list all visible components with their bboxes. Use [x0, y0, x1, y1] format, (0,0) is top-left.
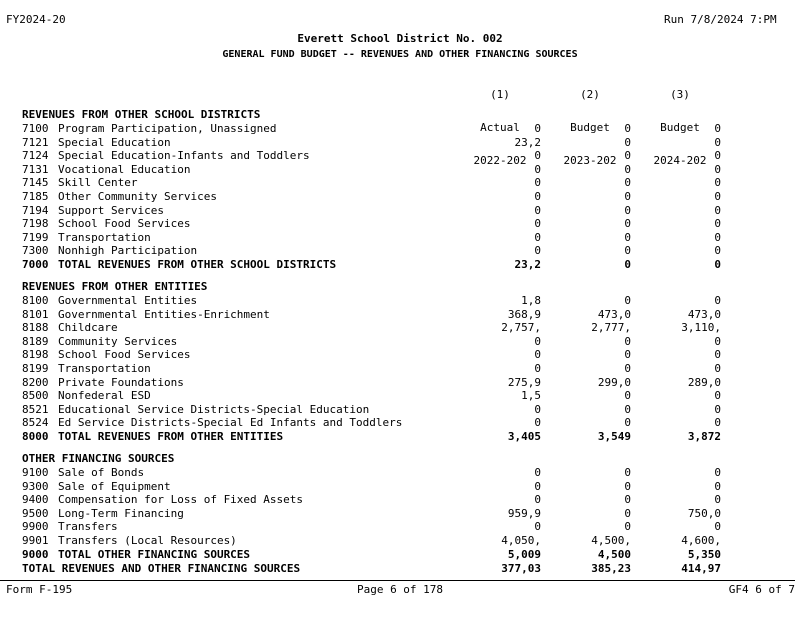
account-description: Governmental Entities-Enrichment	[58, 307, 270, 321]
value-budget-current: 0	[624, 230, 631, 244]
value-actual: 0	[534, 466, 541, 479]
value-actual: 23,2	[514, 258, 541, 271]
value-budget-current: 0	[624, 334, 631, 348]
value-budget-current: 0	[624, 217, 631, 231]
account-code: 7124	[22, 149, 49, 163]
col2-label: Budget	[570, 121, 610, 134]
table-row	[0, 389, 800, 402]
value-actual: 0	[534, 203, 541, 217]
value-budget-current: 0	[624, 348, 631, 362]
value-budget-next: 0	[714, 520, 721, 534]
account-code: 7100	[22, 122, 49, 135]
value-budget-next: 0	[714, 135, 721, 149]
value-budget-next: 0	[714, 244, 721, 258]
value-budget-next: 0	[714, 230, 721, 244]
value-actual: 275,9	[507, 375, 541, 389]
value-actual: 0	[534, 348, 541, 362]
account-code: 9900	[22, 520, 49, 534]
account-code: 7194	[22, 203, 49, 217]
account-description: Special Education	[58, 135, 171, 149]
value-budget-current: 299,0	[597, 375, 631, 389]
page-number: Page 6 of 178	[356, 583, 444, 596]
account-code: 9300	[22, 479, 49, 493]
value-budget-next: 0	[714, 334, 721, 348]
account-description: Childcare	[58, 321, 118, 335]
value-actual: 1,5	[521, 389, 541, 403]
account-description: Program Participation, Unassigned	[58, 122, 277, 135]
value-budget-current: 0	[624, 135, 631, 149]
footer-rule	[0, 580, 795, 581]
col2-years: 2023-202	[563, 154, 617, 167]
table-row	[0, 231, 800, 244]
account-description: Sale of Equipment	[58, 479, 171, 493]
value-budget-current: 0	[624, 402, 631, 416]
value-budget-current: 0	[624, 203, 631, 217]
account-code: 7121	[22, 135, 49, 149]
value-budget-next: 5,350	[687, 547, 721, 561]
table-row	[0, 520, 800, 533]
account-description: Nonfederal ESD	[58, 389, 151, 403]
account-code: 8199	[22, 362, 49, 375]
value-budget-next: 289,0	[687, 375, 721, 389]
account-code: 7185	[22, 190, 49, 203]
account-description: School Food Services	[58, 348, 191, 362]
account-code: 8198	[22, 348, 49, 362]
value-budget-current: 4,500	[597, 547, 631, 561]
value-budget-current: 0	[624, 258, 631, 271]
account-description: Transportation	[58, 230, 151, 244]
value-actual: 0	[534, 217, 541, 231]
section-title: REVENUES FROM OTHER SCHOOL DISTRICTS	[22, 108, 261, 121]
account-description: Special Education-Infants and Toddlers	[58, 149, 310, 163]
fiscal-year: FY2024-20	[6, 13, 66, 26]
value-budget-next: 0	[714, 294, 721, 307]
table-row	[0, 321, 800, 334]
grand-total-label: TOTAL REVENUES AND OTHER FINANCING SOURCES	[22, 562, 301, 575]
section-total-row	[0, 548, 800, 561]
section-title: OTHER FINANCING SOURCES	[22, 452, 175, 465]
account-description: Transfers	[58, 520, 118, 534]
account-code: 8200	[22, 375, 49, 389]
value-actual: 0	[534, 520, 541, 534]
grand-total-col2: 385,23	[591, 562, 631, 575]
account-description: Other Community Services	[58, 190, 217, 203]
value-actual: 1,8	[521, 294, 541, 307]
value-actual: 0	[534, 362, 541, 375]
account-code: 8521	[22, 402, 49, 416]
account-description: TOTAL REVENUES FROM OTHER ENTITIES	[58, 430, 284, 443]
account-code: 8100	[22, 294, 49, 307]
value-actual: 2,757,	[501, 321, 541, 335]
value-budget-next: 0	[714, 362, 721, 375]
col3-years: 2024-202	[653, 154, 707, 167]
value-budget-next: 0	[714, 176, 721, 190]
run-timestamp: Run 7/8/2024 7:PM	[664, 13, 777, 26]
table-row	[0, 163, 800, 176]
table-row	[0, 534, 800, 547]
value-budget-next: 473,0	[687, 307, 721, 321]
table-row	[0, 466, 800, 479]
account-code: 7000	[22, 258, 49, 271]
value-budget-current: 2,777,	[591, 321, 631, 335]
value-budget-next: 0	[714, 203, 721, 217]
form-reference: GF4 6 of 7	[728, 583, 795, 596]
account-description: Governmental Entities	[58, 294, 198, 307]
grand-total-row	[0, 562, 800, 575]
value-budget-current: 0	[624, 294, 631, 307]
account-description: Community Services	[58, 334, 178, 348]
account-code: 7145	[22, 176, 49, 190]
col1-num: (1)	[490, 88, 510, 101]
table-row	[0, 348, 800, 361]
value-budget-current: 0	[624, 520, 631, 534]
col1-years: 2022-202	[473, 154, 527, 167]
value-budget-next: 0	[714, 162, 721, 176]
value-budget-current: 0	[624, 149, 631, 163]
account-code: 8188	[22, 321, 49, 335]
table-row	[0, 136, 800, 149]
table-row	[0, 308, 800, 321]
value-actual: 368,9	[507, 307, 541, 321]
value-budget-current: 0	[624, 416, 631, 430]
account-code: 7131	[22, 162, 49, 176]
table-row	[0, 376, 800, 389]
value-budget-next: 750,0	[687, 506, 721, 520]
value-actual: 0	[534, 122, 541, 135]
account-description: Transportation	[58, 362, 151, 375]
account-description: Nonhigh Participation	[58, 244, 198, 258]
value-budget-next: 3,872	[687, 430, 721, 443]
account-code: 9100	[22, 466, 49, 479]
account-code: 8101	[22, 307, 49, 321]
value-budget-next: 0	[714, 217, 721, 231]
table-row	[0, 244, 800, 257]
account-code: 8189	[22, 334, 49, 348]
account-description: Educational Service Districts-Special Education	[58, 402, 370, 416]
section-total-row	[0, 258, 800, 271]
district-name: Everett School District No. 002	[297, 32, 503, 45]
account-code: 8500	[22, 389, 49, 403]
value-budget-current: 0	[624, 362, 631, 375]
table-row	[0, 362, 800, 375]
value-budget-next: 0	[714, 348, 721, 362]
account-code: 8524	[22, 416, 49, 430]
table-row	[0, 507, 800, 520]
table-row	[0, 493, 800, 506]
account-code: 9500	[22, 506, 49, 520]
col2-num: (2)	[580, 88, 600, 101]
account-description: TOTAL REVENUES FROM OTHER SCHOOL DISTRICTS	[58, 258, 337, 271]
value-actual: 3,405	[507, 430, 541, 443]
account-description: Private Foundations	[58, 375, 184, 389]
value-actual: 0	[534, 149, 541, 163]
col1-label: Actual	[480, 121, 520, 134]
account-code: 7198	[22, 217, 49, 231]
value-actual: 0	[534, 334, 541, 348]
account-code: 8000	[22, 430, 49, 443]
value-budget-next: 0	[714, 190, 721, 203]
value-budget-current: 0	[624, 506, 631, 520]
value-actual: 0	[534, 190, 541, 203]
account-description: Long-Term Financing	[58, 506, 184, 520]
value-budget-next: 4,600,	[681, 534, 721, 547]
section-total-row	[0, 430, 800, 443]
value-budget-current: 0	[624, 122, 631, 135]
value-budget-current: 473,0	[597, 307, 631, 321]
value-budget-current: 0	[624, 493, 631, 507]
table-row	[0, 403, 800, 416]
account-description: Compensation for Loss of Fixed Assets	[58, 493, 304, 507]
account-code: 9000	[22, 547, 49, 561]
value-actual: 0	[534, 402, 541, 416]
table-row	[0, 149, 800, 162]
account-description: Skill Center	[58, 176, 138, 190]
value-budget-current: 3,549	[597, 430, 631, 443]
value-budget-current: 0	[624, 466, 631, 479]
value-budget-next: 0	[714, 258, 721, 271]
value-budget-next: 0	[714, 402, 721, 416]
table-row	[0, 480, 800, 493]
col3-label: Budget	[660, 121, 700, 134]
table-row	[0, 294, 800, 307]
table-row	[0, 176, 800, 189]
value-actual: 4,050,	[501, 534, 541, 547]
account-description: School Food Services	[58, 217, 191, 231]
account-code: 7300	[22, 244, 49, 258]
account-description: Sale of Bonds	[58, 466, 145, 479]
table-row	[0, 122, 800, 135]
account-description: Support Services	[58, 203, 164, 217]
value-actual: 0	[534, 176, 541, 190]
table-row	[0, 190, 800, 203]
value-budget-current: 0	[624, 244, 631, 258]
value-actual: 0	[534, 162, 541, 176]
account-code: 9901	[22, 534, 49, 547]
value-budget-next: 0	[714, 149, 721, 163]
col3-num: (3)	[670, 88, 690, 101]
value-actual: 5,009	[507, 547, 541, 561]
value-budget-next: 0	[714, 416, 721, 430]
value-budget-next: 0	[714, 466, 721, 479]
account-code: 9400	[22, 493, 49, 507]
section-title: REVENUES FROM OTHER ENTITIES	[22, 280, 208, 293]
value-budget-next: 0	[714, 493, 721, 507]
table-row	[0, 335, 800, 348]
account-description: Vocational Education	[58, 162, 191, 176]
value-actual: 0	[534, 244, 541, 258]
form-number: Form F-195	[6, 583, 73, 596]
value-budget-next: 0	[714, 122, 721, 135]
report-title: GENERAL FUND BUDGET -- REVENUES AND OTHER FINANCING SOURCES	[222, 49, 578, 60]
value-budget-current: 4,500,	[591, 534, 631, 547]
value-actual: 23,2	[514, 135, 541, 149]
account-code: 7199	[22, 230, 49, 244]
account-description: TOTAL OTHER FINANCING SOURCES	[58, 547, 251, 561]
value-budget-current: 0	[624, 479, 631, 493]
value-budget-current: 0	[624, 162, 631, 176]
table-row	[0, 416, 800, 429]
value-actual: 0	[534, 493, 541, 507]
value-budget-current: 0	[624, 389, 631, 403]
table-row	[0, 217, 800, 230]
value-actual: 0	[534, 416, 541, 430]
account-description: Transfers (Local Resources)	[58, 534, 237, 547]
value-budget-next: 3,110,	[681, 321, 721, 335]
grand-total-col3: 414,97	[681, 562, 721, 575]
value-budget-current: 0	[624, 190, 631, 203]
table-row	[0, 204, 800, 217]
value-actual: 959,9	[507, 506, 541, 520]
value-actual: 0	[534, 230, 541, 244]
account-description: Ed Service Districts-Special Ed Infants and Toddlers	[58, 416, 403, 430]
value-budget-next: 0	[714, 479, 721, 493]
value-actual: 0	[534, 479, 541, 493]
value-budget-next: 0	[714, 389, 721, 403]
value-budget-current: 0	[624, 176, 631, 190]
grand-total-col1: 377,03	[501, 562, 541, 575]
